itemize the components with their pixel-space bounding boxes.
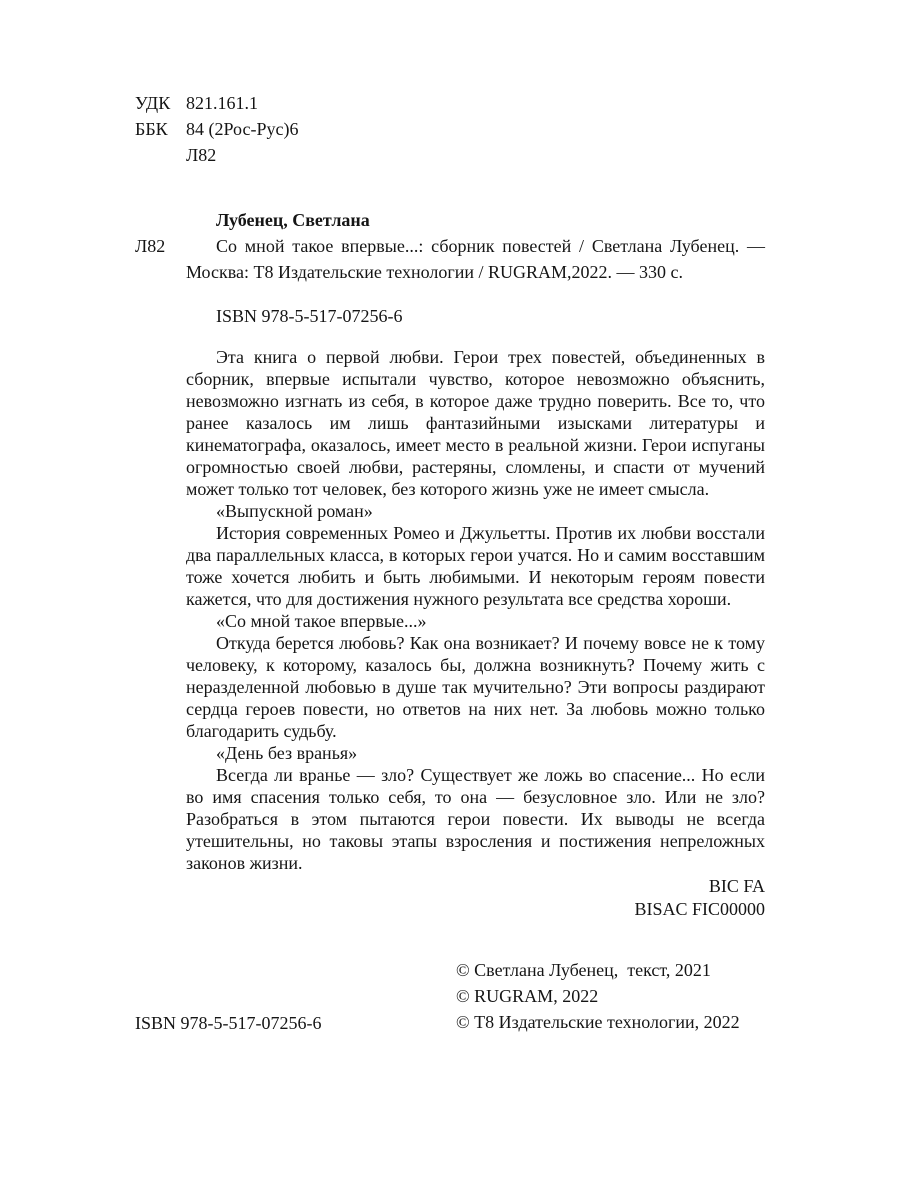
annotation-paragraph: Откуда берется любовь? Как она возникает? И почему вовсе не к тому человеку, к которому, казалось бы, должна возникнуть? Почему жить с неразделенной любовью в душе так мучительно? Эти вопросы раздирают сердца героев повести, но ответов на них нет. За любовь можно только благодарить судьбу. <box>186 633 765 741</box>
isbn-bottom: ISBN 978-5-517-07256-6 <box>135 1013 322 1033</box>
annotation-paragraph: История современных Ромео и Джульетты. Против их любви восстали два параллельных класса, в которых герои учатся. Но и самим восставшим тоже хочется любить и быть любимыми. И некоторым героям повести кажется, что для достижения нужного результата все средства хороши. <box>186 523 765 609</box>
isbn-top: ISBN 978-5-517-07256-6 <box>216 306 403 326</box>
bbk-row <box>135 116 765 142</box>
annotation-paragraph: Всегда ли вранье — зло? Существует же ложь во спасение... Но если во имя спасения только себя, то она — безусловное зло. Или не зло? Разобраться в этом пытаются герои повести. Их выводы не всегда утешительны, но таковы этапы взросления и постижения непреложных законов жизни. <box>186 765 765 873</box>
annotation-paragraph: «День без вранья» <box>216 743 358 763</box>
author-name: Лубенец, Светлана <box>216 210 370 230</box>
author-code: Л82 <box>186 145 217 165</box>
copyright-line: © RUGRAM, 2022 <box>456 986 599 1006</box>
annotation <box>186 346 765 874</box>
bic-code: BIC FA <box>708 876 765 896</box>
bibliographic-codes <box>135 90 765 168</box>
bbk-value: 84 (2Рос-Рус)6 <box>186 119 299 139</box>
copyright-list <box>456 957 765 1035</box>
author-code-row <box>135 142 765 168</box>
annotation-paragraph: «Выпускной роман» <box>216 501 373 521</box>
annotation-paragraph: Эта книга о первой любви. Герои трех повестей, объединенных в сборник, впервые испытали чувство, которое невозможно объяснить, невозможно изгнать из себя, в которое даже трудно поверить. Все то, что ранее казалось им лишь фантазийными изысками литературы и кинематографа, оказалось, имеет место в реальной жизни. Герои испуганы огромностью своей любви, растеряны, сломлены, и спасти от мучений может только тот человек, без которого жизнь уже не имеет смысла. <box>186 347 765 499</box>
footer <box>135 957 765 1035</box>
bisac-code: BISAC FIC00000 <box>634 899 765 919</box>
udk-row <box>135 90 765 116</box>
catalog-entry-code: Л82 <box>135 236 166 256</box>
catalog-entry-text: Со мной такое впервые...: сборник повестей / Светлана Лубенец. — Москва: Т8 Издательские технологии / RUGRAM,2022. — 330 с. <box>186 236 765 282</box>
copyright-line: © Т8 Издательские технологии, 2022 <box>456 1012 740 1032</box>
bbk-label: ББК <box>135 119 168 139</box>
copyright-line: © Светлана Лубенец, текст, 2021 <box>456 960 711 980</box>
udk-label: УДК <box>135 93 171 113</box>
annotation-paragraph: «Со мной такое впервые...» <box>216 611 427 631</box>
udk-value: 821.161.1 <box>186 93 258 113</box>
classification-codes <box>186 875 765 921</box>
catalog-entry <box>135 233 765 285</box>
